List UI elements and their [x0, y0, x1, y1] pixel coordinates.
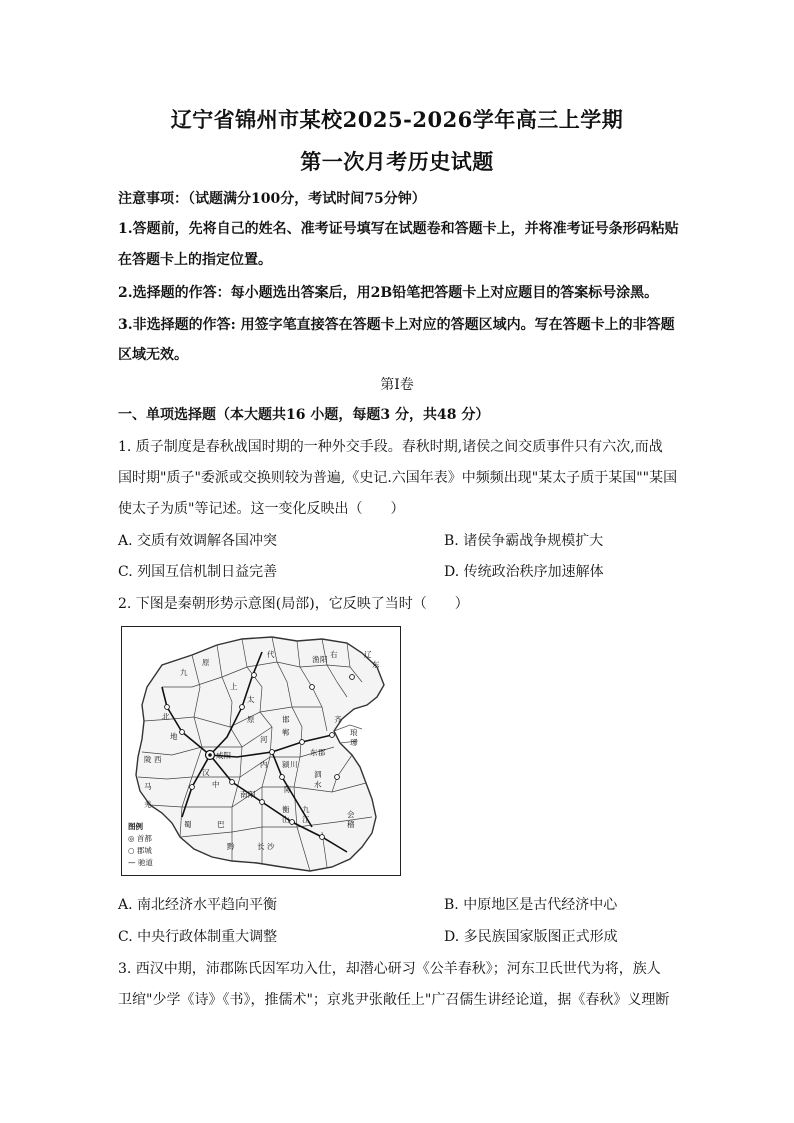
note-3a: 3.非选择题的作答: 用签字笔直接答在答题卡上对应的答题区域内。写在答题卡上的非答题	[118, 317, 675, 333]
map-region-label: 琅	[350, 728, 358, 737]
q1-line-3: 使太子为质"等记述。这一变化反映出（ ）	[118, 501, 405, 517]
map-region-label: 陈	[284, 785, 292, 794]
map-region-label: 羌	[144, 800, 152, 809]
note-3b: 区域无效。	[118, 347, 188, 363]
map-region-label: 中	[212, 780, 220, 789]
map-region-label: 马	[144, 782, 152, 791]
map-region-label: 太	[247, 695, 255, 704]
map-region-label: 颍	[282, 760, 290, 769]
map-region-label: 长	[257, 842, 265, 851]
map-region-label: 郸	[282, 728, 290, 737]
q2-option-d: D. 多民族国家版图正式形成	[444, 929, 618, 945]
map-region-label: 右	[330, 650, 338, 659]
map-region-label: 地	[170, 732, 178, 741]
note-1b: 在答题卡上的指定位置。	[118, 252, 272, 268]
map-region-label: 山	[282, 815, 290, 824]
map-region-label: 蜀	[184, 820, 192, 829]
map-region-label: 会	[347, 810, 355, 819]
q1-option-a: A. 交质有效调解各国冲突	[118, 533, 278, 549]
map-region-label: 九	[180, 668, 188, 677]
map-region-label: 原	[247, 715, 255, 724]
q2-option-b: B. 中原地区是古代经济中心	[444, 897, 618, 913]
q1-option-d: D. 传统政治秩序加速解体	[444, 564, 604, 580]
map-region-label: 西	[154, 755, 162, 764]
notice-heading: 注意事项：（试题满分100分，考试时间75分钟）	[118, 191, 426, 207]
q3-line-2: 卫绾"少学《诗》《书》，推儒术"；京兆尹张敞任上"广召儒生讲经论道，据《春秋》义理断	[118, 992, 670, 1008]
q1-option-c: C. 列国互信机制日益完善	[118, 564, 278, 580]
capital-marker	[206, 751, 215, 760]
map-region-label: 渔	[312, 655, 320, 664]
volume-label: 第Ⅰ卷	[380, 377, 414, 393]
map-region-label: 沙	[267, 842, 275, 851]
map-region-label: 邯	[282, 715, 290, 724]
map-region-label: 北	[162, 712, 170, 721]
map-region-label: 南	[240, 790, 248, 799]
map-region-label: 泗	[314, 770, 322, 779]
note-2: 2.选择题的作答：每小题选出答案后，用2B铅笔把答题卡上对应题目的答案标号涂黑。	[118, 285, 659, 301]
q2-option-a: A. 南北经济水平趋向平衡	[118, 897, 278, 913]
map-region-label: 黔	[227, 842, 235, 851]
legend-capital: ◎ 首都	[128, 834, 152, 843]
title-line-2: 第一次月考历史试题	[300, 149, 494, 174]
map-region-label: 东	[310, 748, 318, 757]
map-region-label: 衡	[282, 805, 290, 814]
qin-map-figure	[121, 626, 401, 876]
map-region-label: 上	[230, 682, 238, 691]
map-region-label: 九	[302, 805, 310, 814]
map-region-label: 陇	[144, 755, 152, 764]
map-region-label: 内	[260, 760, 268, 769]
map-region-label: 水	[314, 780, 322, 789]
map-region-label: 河	[260, 735, 268, 744]
q3-line-1: 3. 西汉中期，沛郡陈氏因军功入仕，却潜心研习《公羊春秋》；河东卫氏世代为将，族人	[118, 961, 661, 977]
map-region-label: 辽	[364, 650, 372, 659]
note-1a: 1.答题前，先将自己的姓名、准考证号填写在试题卷和答题卡上，并将准考证号条形码粘贴	[118, 221, 679, 237]
legend-road: — 驰道	[128, 858, 153, 867]
capital-label: 咸阳	[216, 751, 231, 760]
title-line-1: 辽宁省锦州市某校2025-2026学年高三上学期	[170, 107, 624, 132]
map-region-label: 东	[372, 660, 380, 669]
map-region-label: 齐	[334, 715, 342, 724]
map-region-label: 汉	[202, 768, 210, 777]
q1-line-1: 1. 质子制度是春秋战国时期的一种外交手段。春秋时期,诸侯之间交质事件只有六次,而战	[118, 439, 663, 455]
section-heading: 一、单项选择题（本大题共16 小题，每题3 分，共48 分）	[118, 407, 490, 423]
map-region-label: 阳	[320, 655, 328, 664]
map-region-label: 巴	[217, 820, 225, 829]
qin-map-svg	[122, 627, 399, 874]
legend-title: 图例	[128, 822, 143, 831]
q1-option-b: B. 诸侯争霸战争规模扩大	[444, 533, 604, 549]
q1-line-2: 国时期"质子"委派或交换则较为普遍,《史记.六国年表》中频频出现"某太子质于某国""某国	[118, 470, 678, 486]
map-region-label: 江	[302, 815, 310, 824]
map-region-label: 郡	[318, 748, 326, 757]
map-region-label: 原	[202, 658, 210, 667]
map-region-label: 琊	[350, 738, 358, 747]
map-legend	[128, 821, 153, 867]
map-region-label: 代	[267, 650, 275, 659]
legend-county: ○ 郡城	[128, 846, 152, 855]
map-region-label: 稽	[347, 820, 355, 829]
map-region-label: 阳	[248, 790, 256, 799]
q2-option-c: C. 中央行政体制重大调整	[118, 929, 278, 945]
q2-line-1: 2. 下图是秦朝形势示意图(局部)，它反映了当时（ ）	[118, 596, 469, 612]
map-region-label: 川	[290, 760, 298, 769]
